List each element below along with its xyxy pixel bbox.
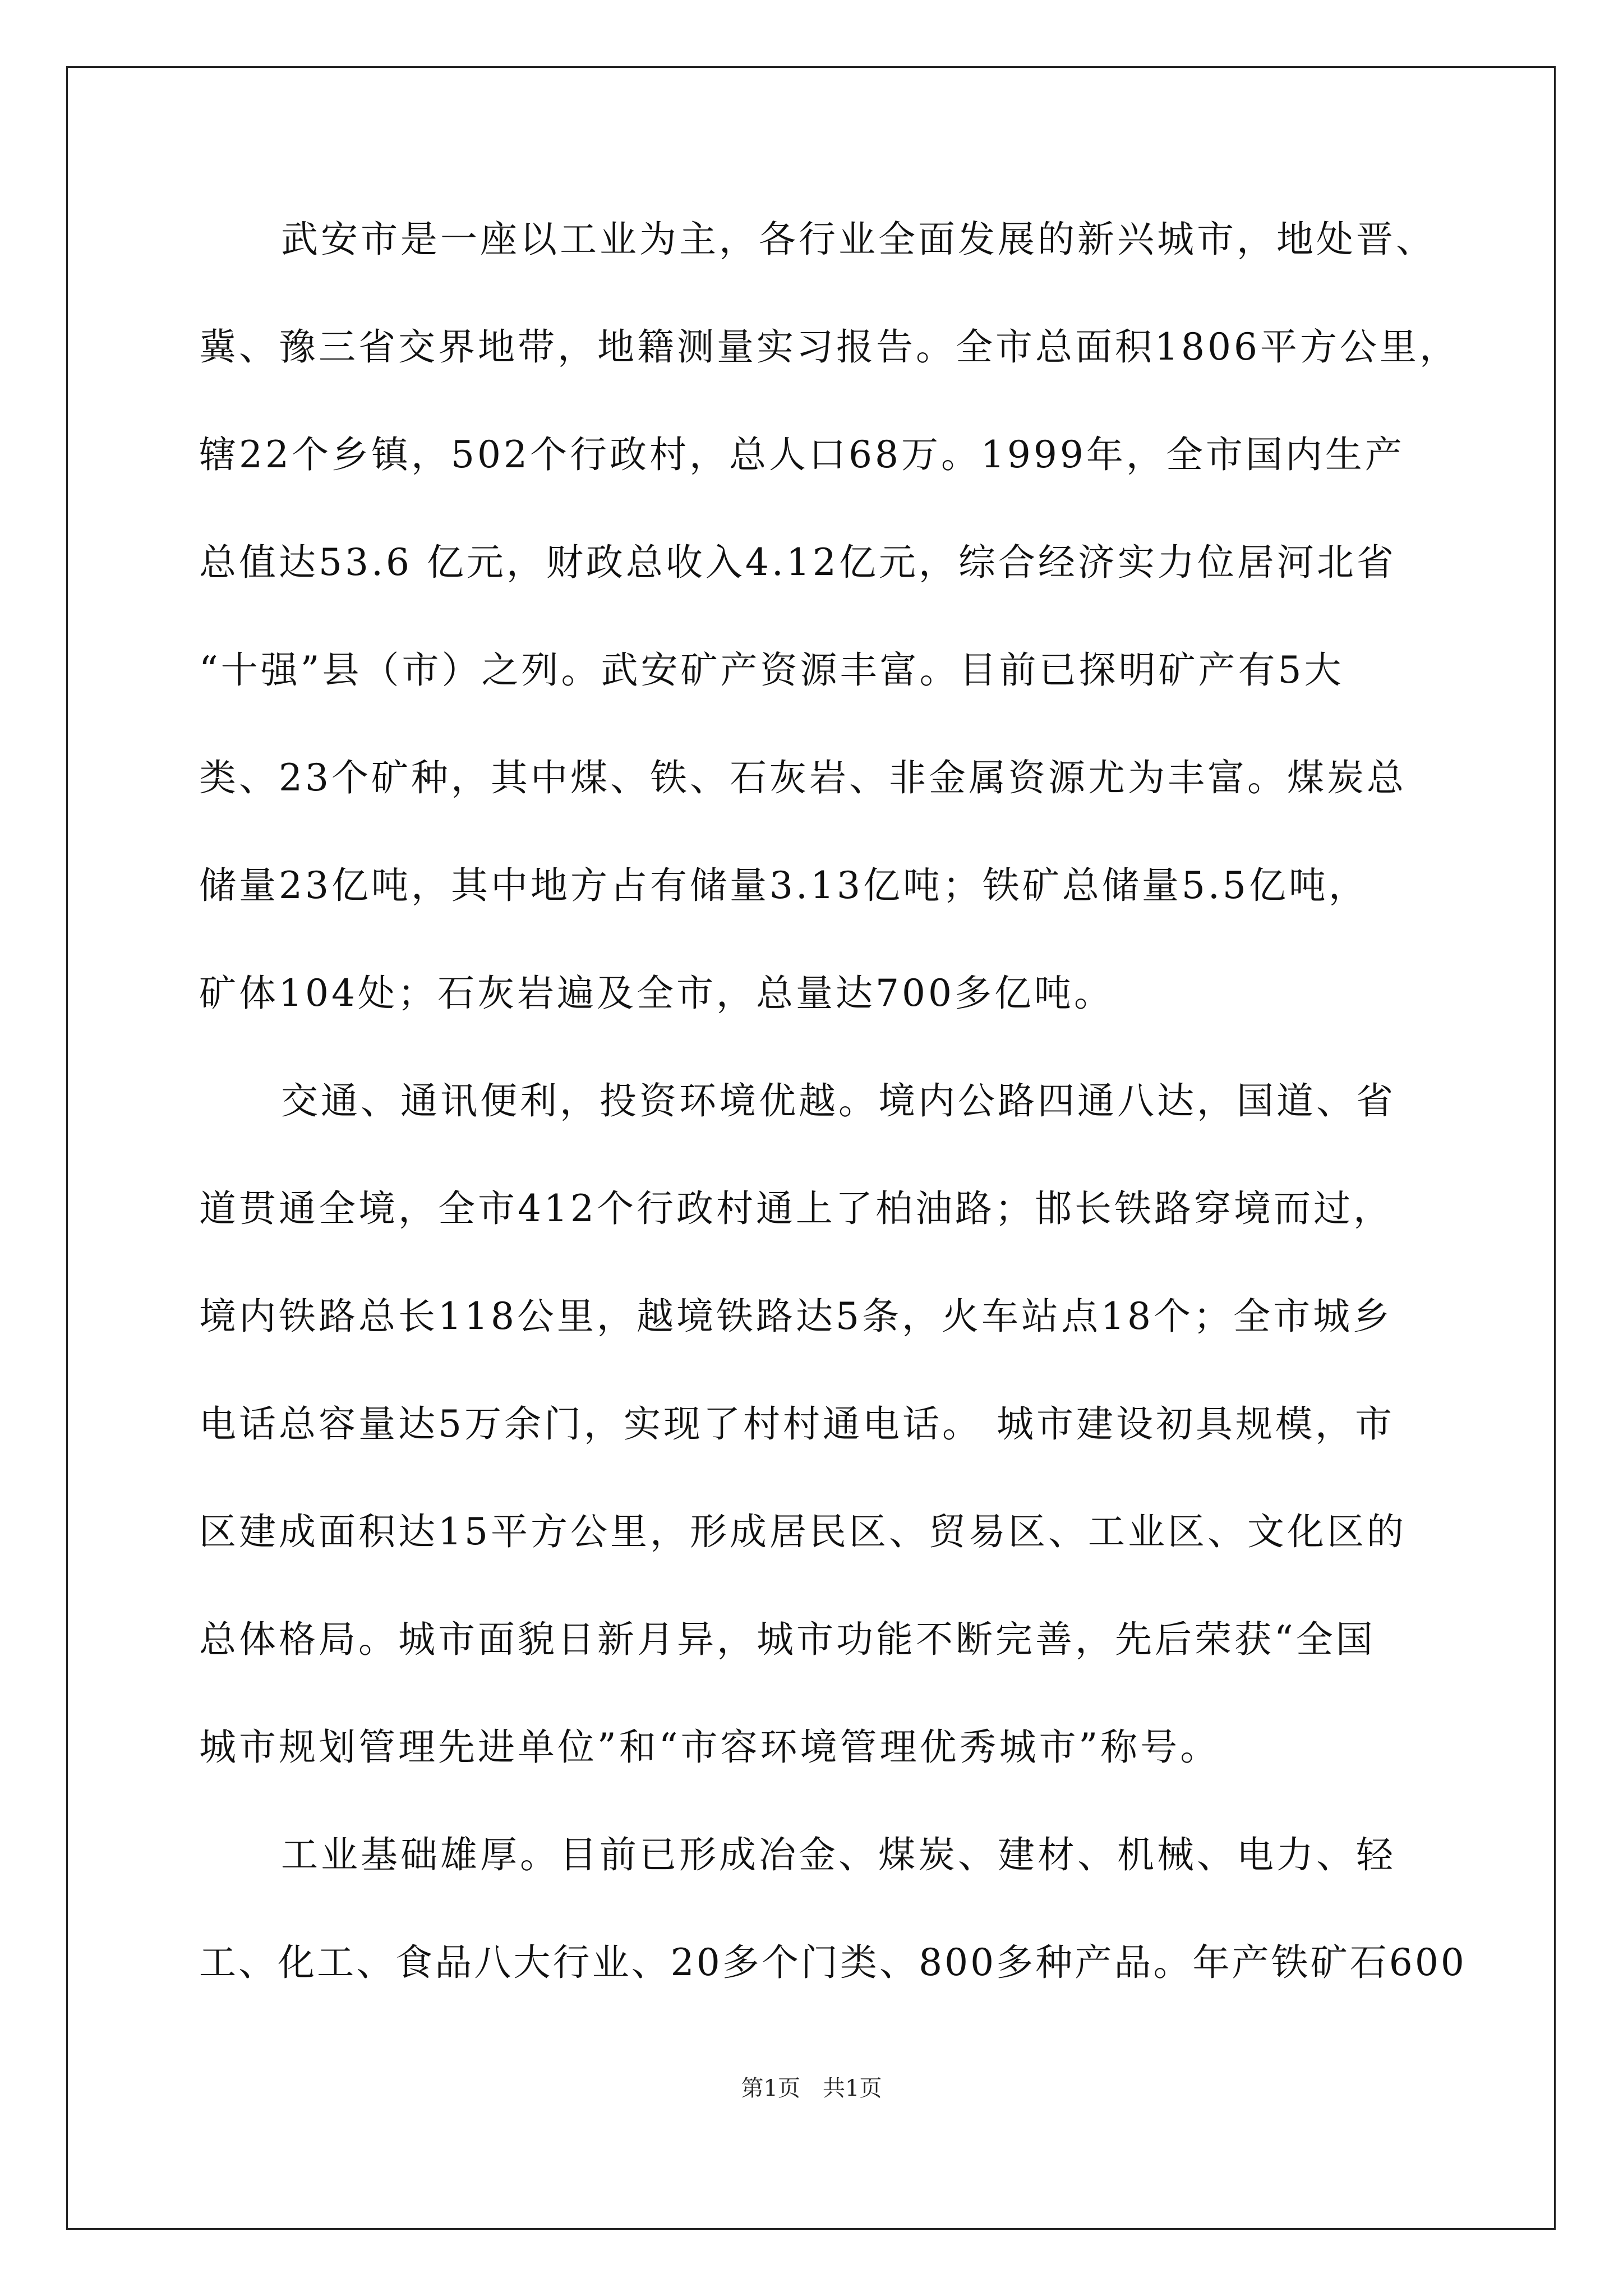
paragraph-1-line-1: 武安市是一座以工业为主，各行业全面发展的新兴城市，地处晋、 [281,218,1436,261]
paragraph-1-line-5: “十强”县（市）之列。武安矿产资源丰富。目前已探明矿产有5大 [199,648,1344,692]
paragraph-2-line-1: 交通、通讯便利，投资环境优越。境内公路四通八达，国道、省 [281,1079,1396,1122]
page-number-label: 第1页 共1页 [741,2076,882,2101]
paragraph-2-line-4: 电话总容量达5万余门，实现了村村通电话。 城市建设初具规模，市 [199,1402,1395,1446]
paragraph-2-line-5: 区建成面积达15平方公里，形成居民区、贸易区、工业区、文化区的 [199,1510,1407,1553]
paragraph-2-line-7: 城市规划管理先进单位”和“市容环境管理优秀城市”称号。 [199,1726,1220,1769]
paragraph-3-line-1: 工业基础雄厚。目前已形成冶金、煤炭、建材、机械、电力、轻 [281,1833,1396,1876]
document-body [199,214,1467,2045]
paragraph-1-line-3: 辖22个乡镇，502个行政村，总人口68万。1999年，全市国内生产 [199,433,1405,476]
paragraph-2-line-3: 境内铁路总长118公里，越境铁路达5条，火车站点18个；全市城乡 [199,1295,1393,1338]
paragraph-1-line-6: 类、23个矿种，其中煤、铁、石灰岩、非金属资源尤为丰富。煤炭总 [199,756,1407,799]
paragraph-3-line-2: 工、化工、食品八大行业、20多个门类、800多种产品。年产铁矿石600 [199,1941,1467,1984]
page-footer [0,2074,1623,2102]
paragraph-1-line-7: 储量23亿吨，其中地方占有储量3.13亿吨；铁矿总储量5.5亿吨， [199,864,1368,907]
paragraph-1-line-4: 总值达53.6 亿元，财政总收入4.12亿元，综合经济实力位居河北省 [199,541,1396,584]
paragraph-2-line-2: 道贯通全境，全市412个行政村通上了柏油路；邯长铁路穿境而过， [199,1187,1393,1230]
paragraph-2-line-6: 总体格局。城市面貌日新月异，城市功能不断完善，先后荣获“全国 [199,1618,1376,1661]
paragraph-1-line-2: 冀、豫三省交界地带，地籍测量实习报告。全市总面积1806平方公里， [199,325,1459,369]
paragraph-1-line-8: 矿体104处；石灰岩遍及全市，总量达700多亿吨。 [199,972,1114,1015]
